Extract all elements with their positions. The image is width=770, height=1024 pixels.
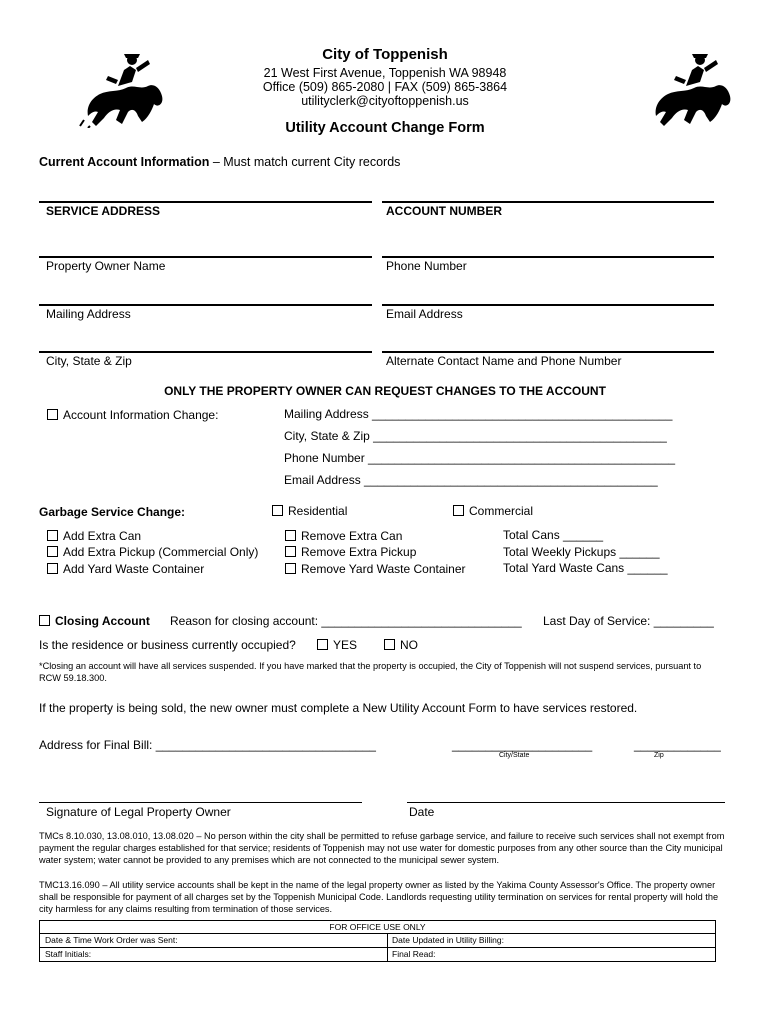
checkbox-icon[interactable] — [453, 505, 464, 516]
date-line[interactable] — [407, 802, 725, 803]
office-use-header: FOR OFFICE USE ONLY — [40, 921, 715, 934]
current-account-heading: Current Account Information – Must match current City records — [39, 155, 401, 169]
add-yard-waste-option[interactable]: Add Yard Waste Container — [47, 562, 204, 576]
service-address-label: SERVICE ADDRESS — [46, 204, 161, 218]
service-address-line[interactable] — [39, 201, 372, 203]
closing-note: *Closing an account will have all services suspended. If you have marked that the property is occupied, the City of Toppenish will not suspend services, pursuant to RCW 59.18.300. — [39, 661, 702, 683]
mailing-address-line[interactable] — [39, 304, 372, 306]
phone-label: Phone Number — [386, 259, 467, 273]
checkbox-icon[interactable] — [384, 639, 395, 650]
checkbox-icon[interactable] — [317, 639, 328, 650]
mailing-address-label: Mailing Address — [46, 307, 131, 321]
residential-option[interactable]: Residential — [272, 504, 347, 518]
alt-contact-line[interactable] — [382, 351, 714, 353]
account-change-city[interactable]: City, State & Zip ____________________________________________ — [284, 429, 667, 443]
total-pickups-field[interactable]: Total Weekly Pickups ______ — [503, 545, 660, 559]
form-title: Utility Account Change Form — [285, 120, 485, 136]
tmc-garbage-water-text: TMCs 8.10.030, 13.08.010, 13.08.020 – No person within the city shall be permitted to refuse garbage service, and failure to receive such services shall not exempt from payment the regular charges established for that service; residents of Toppenish may not use water for domestic purposes from any other source than the City municipal water system; water cannot be provided to any premises which are not connected to the municipal sewer system. — [39, 831, 725, 865]
checkbox-icon[interactable] — [39, 615, 50, 626]
property-owner-label: Property Owner Name — [46, 259, 166, 273]
remove-extra-pickup-option[interactable]: Remove Extra Pickup — [285, 545, 416, 559]
date-updated-label: Date Updated in Utility Billing: — [392, 935, 504, 945]
final-bill-field[interactable]: Address for Final Bill: _________________________________ — [39, 738, 376, 752]
date-time-sent-label: Date & Time Work Order was Sent: — [45, 935, 178, 945]
garbage-service-label: Garbage Service Change: — [39, 505, 186, 519]
date-label: Date — [409, 805, 435, 819]
closing-reason-field[interactable]: Reason for closing account: ______________________________ — [170, 614, 522, 628]
office-use-table — [39, 920, 716, 962]
checkbox-icon[interactable] — [285, 546, 296, 557]
checkbox-icon[interactable] — [285, 530, 296, 541]
commercial-option[interactable]: Commercial — [453, 504, 533, 518]
account-number-line[interactable] — [382, 201, 714, 203]
property-owner-line[interactable] — [39, 256, 372, 258]
tmc-account-owner-text: TMC13.16.090 – All utility service accounts shall be kept in the name of the legal property owner as listed by the Yakima County Assessor's Office. The property owner shall be responsible for payment of all charges set by the Toppenish Municipal Code. Landlords requesting utility termination on services for rental property will hold the city harmless for any claims resulting from termination of those services. — [39, 880, 719, 914]
city-state-zip-line[interactable] — [39, 351, 372, 353]
checkbox-icon[interactable] — [47, 530, 58, 541]
occupied-yes-option[interactable]: YES — [317, 638, 357, 652]
account-change-option[interactable]: Account Information Change: — [47, 408, 218, 422]
final-read-label: Final Read: — [392, 949, 436, 959]
checkbox-icon[interactable] — [47, 409, 58, 420]
checkbox-icon[interactable] — [47, 546, 58, 557]
account-change-mailing[interactable]: Mailing Address _____________________________________________ — [284, 407, 673, 421]
add-extra-can-option[interactable]: Add Extra Can — [47, 529, 141, 543]
last-day-field[interactable]: Last Day of Service: _________ — [543, 614, 714, 628]
phone-line[interactable] — [382, 256, 714, 258]
email-line[interactable] — [382, 304, 714, 306]
org-name: City of Toppenish — [322, 46, 448, 63]
zip-caption: Zip — [654, 752, 664, 759]
signature-label: Signature of Legal Property Owner — [46, 805, 231, 819]
checkbox-icon[interactable] — [47, 563, 58, 574]
checkbox-icon[interactable] — [285, 563, 296, 574]
closing-account-option[interactable]: Closing Account — [39, 614, 150, 628]
total-yard-field[interactable]: Total Yard Waste Cans ______ — [503, 561, 668, 575]
owner-notice: ONLY THE PROPERTY OWNER CAN REQUEST CHANGES TO THE ACCOUNT — [164, 384, 606, 398]
account-number-label: ACCOUNT NUMBER — [386, 204, 502, 218]
remove-extra-can-option[interactable]: Remove Extra Can — [285, 529, 402, 543]
sold-note: If the property is being sold, the new owner must complete a New Utility Account Form to have services restored. — [39, 701, 638, 715]
org-address: 21 West First Avenue, Toppenish WA 98948 — [263, 66, 507, 80]
occupied-question: Is the residence or business currently occupied? — [39, 638, 296, 652]
checkbox-icon[interactable] — [272, 505, 283, 516]
signature-line[interactable] — [39, 802, 362, 803]
account-change-email[interactable]: Email Address ____________________________________________ — [284, 473, 658, 487]
final-bill-city-state-field[interactable]: _____________________ — [452, 738, 593, 752]
final-bill-zip-field[interactable]: _____________ — [634, 738, 721, 752]
city-state-zip-label: City, State & Zip — [46, 354, 132, 368]
remove-yard-waste-option[interactable]: Remove Yard Waste Container — [285, 562, 466, 576]
add-extra-pickup-option[interactable]: Add Extra Pickup (Commercial Only) — [47, 545, 258, 559]
staff-initials-label: Staff Initials: — [45, 949, 92, 959]
org-contact: Office (509) 865-2080 | FAX (509) 865-3864 — [262, 80, 508, 94]
email-label: Email Address — [386, 307, 463, 321]
occupied-no-option[interactable]: NO — [384, 638, 418, 652]
account-change-phone[interactable]: Phone Number ______________________________________________ — [284, 451, 676, 465]
total-cans-field[interactable]: Total Cans ______ — [503, 528, 604, 542]
org-email: utilityclerk@cityoftoppenish.us — [301, 94, 469, 108]
city-state-caption: City/State — [499, 752, 530, 759]
alt-contact-label: Alternate Contact Name and Phone Number — [386, 354, 622, 368]
